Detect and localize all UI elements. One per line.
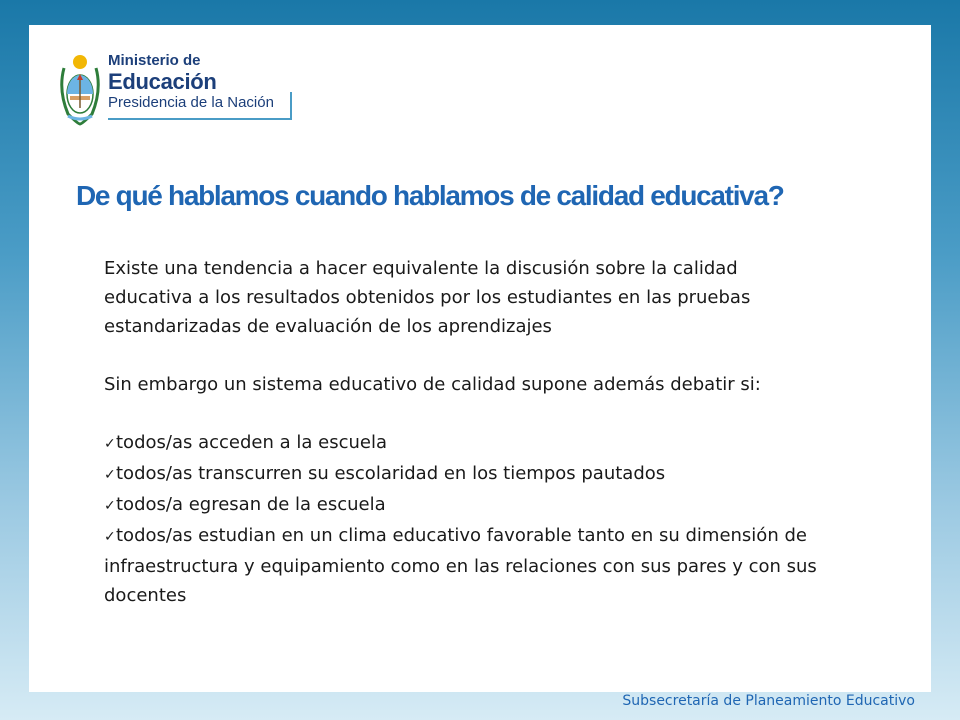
checkmark-icon: ✓ xyxy=(104,529,116,545)
ministry-name-line1: Ministerio de xyxy=(108,52,201,69)
bullet-list xyxy=(104,428,824,610)
paragraph-intro: Existe una tendencia a hacer equivalente la discusión sobre la calidad educativa a los resultados obtenidos por los estudiantes en las pruebas estandarizadas de evaluación de los aprendizajes xyxy=(104,258,751,337)
coat-of-arms-icon xyxy=(58,50,102,128)
logo-bracket xyxy=(290,92,292,120)
paragraph-however: Sin embargo un sistema educativo de calidad supone además debatir si: xyxy=(104,374,761,395)
bullet-text: todos/as transcurren su escolaridad en los tiempos pautados xyxy=(116,463,666,484)
ministry-name-line3: Presidencia de la Nación xyxy=(108,94,274,111)
bullet-text: todos/a egresan de la escuela xyxy=(116,494,386,515)
ministry-logo xyxy=(58,50,298,130)
checkmark-icon: ✓ xyxy=(104,467,116,483)
checkmark-icon: ✓ xyxy=(104,498,116,514)
slide-body xyxy=(104,254,824,610)
list-item xyxy=(104,459,824,490)
list-item xyxy=(104,428,824,459)
checkmark-icon: ✓ xyxy=(104,436,116,452)
bullet-text: todos/as acceden a la escuela xyxy=(116,432,387,453)
list-item xyxy=(104,490,824,521)
footer-text: Subsecretaría de Planeamiento Educativo xyxy=(622,693,915,709)
logo-underline xyxy=(108,118,292,120)
bullet-text: todos/as estudian en un clima educativo favorable tanto en su dimensión de infraestructura y equipamiento como en las relaciones con sus pares y con sus docentes xyxy=(104,525,817,606)
ministry-name-line2: Educación xyxy=(108,69,217,94)
list-item xyxy=(104,521,824,610)
slide-title: De qué hablamos cuando hablamos de calidad educativa? xyxy=(76,180,784,211)
